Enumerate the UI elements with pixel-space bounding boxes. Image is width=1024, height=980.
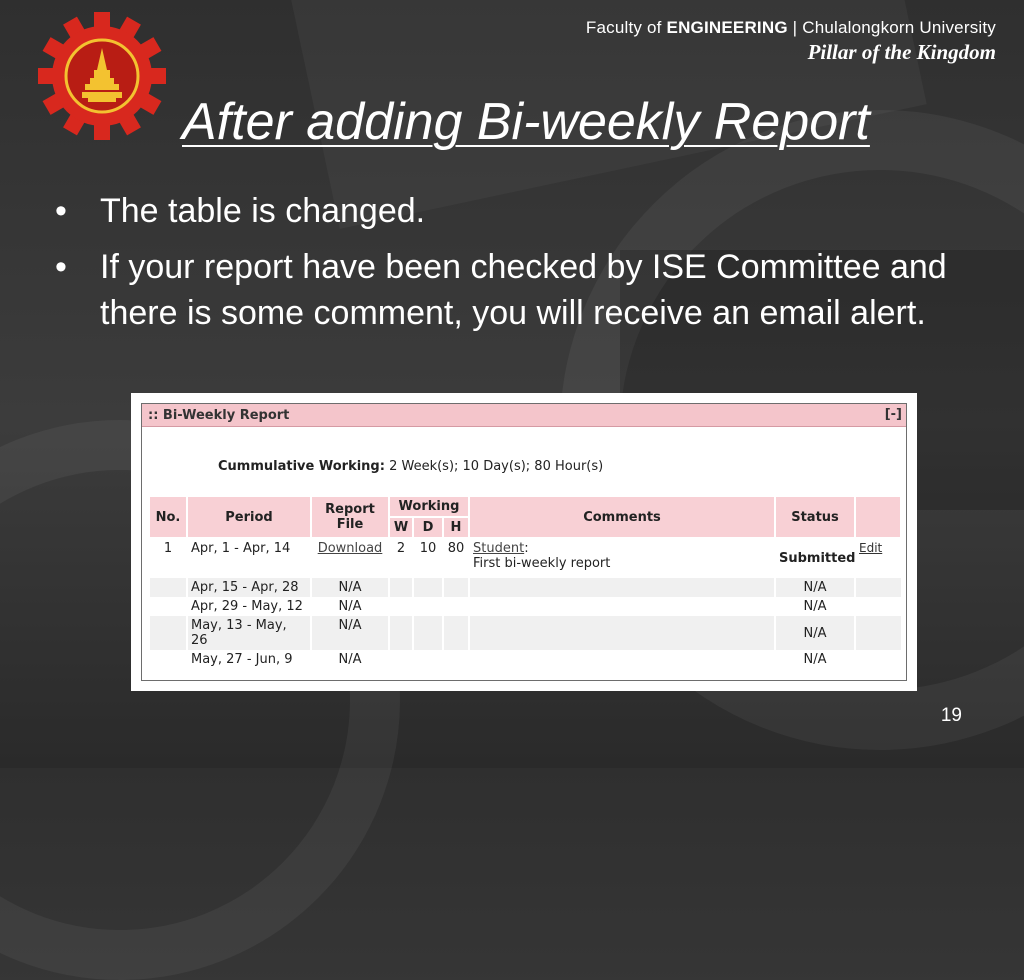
faculty-motto: Pillar of the Kingdom: [807, 40, 996, 64]
table-row: [149, 616, 901, 650]
cell-w: [389, 578, 413, 597]
cell-w: [389, 597, 413, 616]
col-header-action: [855, 496, 901, 538]
cell-file: N/A: [311, 650, 389, 669]
panel-title: :: Bi-Weekly Report: [148, 408, 290, 423]
bullet-item: [55, 244, 985, 336]
bullet-dot-icon: •: [55, 248, 67, 286]
col-header-no: No.: [149, 496, 187, 538]
cell-d: [413, 578, 443, 597]
cell-d: [413, 616, 443, 650]
bullet-list: [55, 188, 985, 346]
cell-h: [443, 597, 469, 616]
col-header-status: Status: [775, 496, 855, 538]
cell-d: [413, 597, 443, 616]
faculty-name: [586, 18, 996, 38]
cell-comments: [469, 650, 775, 669]
faculty-bold: ENGINEERING: [666, 18, 788, 37]
download-link[interactable]: Download: [317, 541, 383, 556]
table-row: [149, 578, 901, 597]
cell-h: [443, 650, 469, 669]
cell-no: [149, 578, 187, 597]
comment-colon: :: [524, 541, 529, 556]
comment-text: First bi-weekly report: [473, 556, 611, 571]
report-table: [148, 495, 902, 669]
cell-comments: [469, 538, 775, 578]
cell-action: [855, 597, 901, 616]
cell-comments: [469, 578, 775, 597]
slide-title: After adding Bi-weekly Report: [182, 93, 870, 151]
cell-period: Apr, 15 - Apr, 28: [187, 578, 311, 597]
cell-file: N/A: [311, 616, 389, 650]
cell-period: Apr, 29 - May, 12: [187, 597, 311, 616]
cell-file: [311, 538, 389, 578]
cell-file: N/A: [311, 578, 389, 597]
cell-w: [389, 616, 413, 650]
cell-status: N/A: [775, 650, 855, 669]
col-header-d: D: [413, 517, 443, 538]
cell-h: [443, 616, 469, 650]
col-header-working: Working: [389, 496, 469, 517]
cumulative-working: [218, 459, 603, 474]
edit-link[interactable]: Edit: [859, 541, 883, 555]
cell-w: 2: [389, 538, 413, 578]
page-number: 19: [940, 705, 962, 726]
bullet-text: The table is changed.: [100, 192, 426, 230]
col-header-h: H: [443, 517, 469, 538]
collapse-button[interactable]: [-]: [884, 407, 902, 422]
cell-status: [775, 538, 855, 578]
status-badge: Submitted: [779, 551, 856, 566]
table-row: [149, 538, 901, 578]
cell-file: N/A: [311, 597, 389, 616]
col-header-comments: Comments: [469, 496, 775, 538]
report-screenshot: [131, 393, 917, 691]
col-header-w: W: [389, 517, 413, 538]
faculty-header: [586, 18, 996, 65]
table-row: [149, 597, 901, 616]
cell-no: 1: [149, 538, 187, 578]
bullet-item: [55, 188, 985, 234]
cumulative-value: 2 Week(s); 10 Day(s); 80 Hour(s): [389, 459, 604, 474]
cell-action: [855, 578, 901, 597]
cell-action: [855, 616, 901, 650]
cell-comments: [469, 616, 775, 650]
cell-no: [149, 616, 187, 650]
col-header-period: Period: [187, 496, 311, 538]
cell-no: [149, 597, 187, 616]
cell-no: [149, 650, 187, 669]
col-header-report-file: Report File: [311, 496, 389, 538]
panel-header: [142, 404, 906, 427]
cell-h: 80: [443, 538, 469, 578]
cell-comments: [469, 597, 775, 616]
cell-h: [443, 578, 469, 597]
table-row: [149, 650, 901, 669]
cell-d: [413, 650, 443, 669]
cell-status: N/A: [775, 616, 855, 650]
cell-action: [855, 650, 901, 669]
cell-period: Apr, 1 - Apr, 14: [187, 538, 311, 578]
chulalongkorn-gear-logo: [38, 12, 166, 140]
comment-author-link[interactable]: Student: [473, 541, 525, 556]
biweekly-report-panel: [141, 403, 907, 681]
faculty-suffix: | Chulalongkorn University: [787, 18, 996, 37]
cell-period: May, 27 - Jun, 9: [187, 650, 311, 669]
cell-period: May, 13 - May, 26: [187, 616, 311, 650]
cell-action: [855, 538, 901, 578]
bullet-dot-icon: •: [55, 192, 67, 230]
bullet-text: If your report have been checked by ISE Committee and there is some comment, you will receive an email alert.: [100, 248, 947, 332]
cell-status: N/A: [775, 578, 855, 597]
faculty-prefix: Faculty of: [585, 18, 667, 37]
cell-status: N/A: [775, 597, 855, 616]
cumulative-label: Cummulative Working:: [218, 459, 385, 474]
cell-d: 10: [413, 538, 443, 578]
cell-w: [389, 650, 413, 669]
